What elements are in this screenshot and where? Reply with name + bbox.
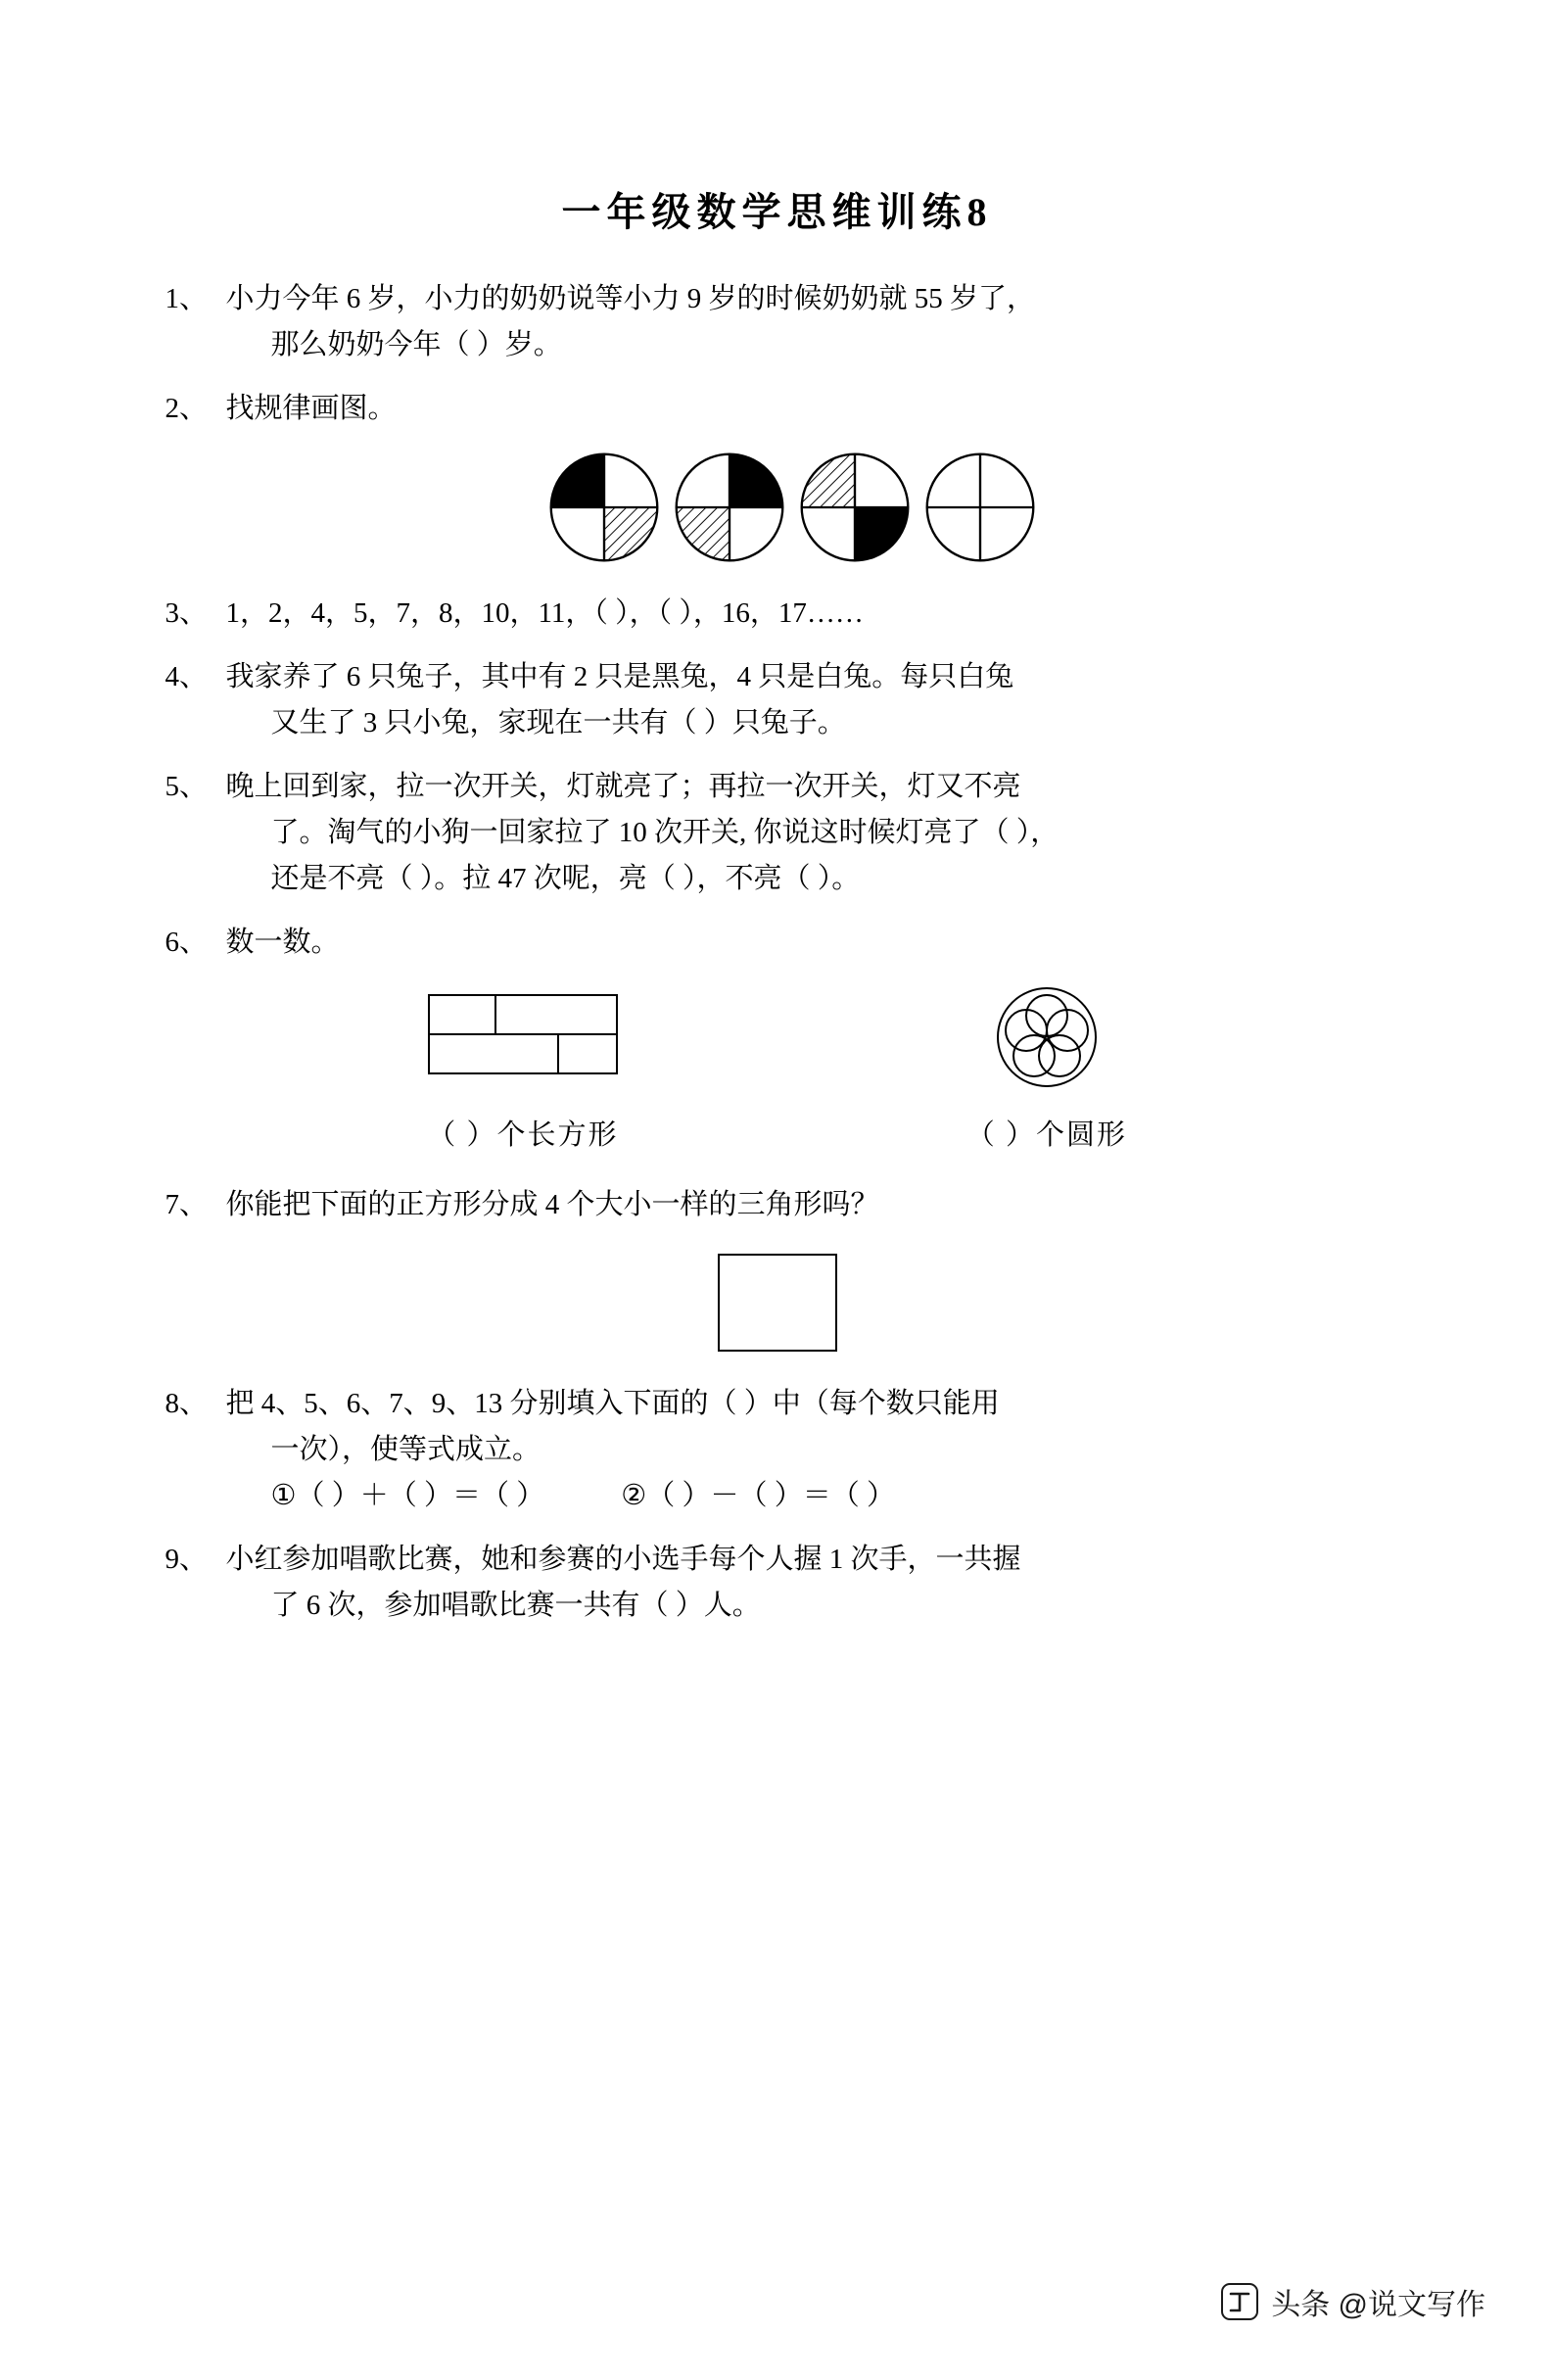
question-5-line-2: 了。淘气的小狗一回家拉了 10 次开关, 你说这时候灯亮了（ ）， [270, 816, 1060, 848]
question-5-line-3: 还是不亮（ ）。拉 47 次呢，亮（ ），不亮（ ）。 [270, 862, 861, 894]
circle-count-group [966, 983, 1127, 1153]
question-8-number: 8、 [165, 1387, 209, 1419]
question-4-line-2: 又生了 3 只小兔，家现在一共有（ ）只兔子。 [270, 706, 846, 738]
question-3-number: 3、 [165, 596, 209, 629]
question-8 [165, 1381, 1389, 1519]
worksheet-page [0, 181, 1554, 2380]
question-8-line-1: 把 4、5、6、7、9、13 分别填入下面的（ ）中（每个数只能用 [225, 1387, 1000, 1419]
question-4 [165, 654, 1389, 746]
question-3-body [226, 591, 1389, 637]
question-9-line-1: 小红参加唱歌比赛，她和参赛的小选手每个人握 1 次手，一共握 [225, 1543, 1021, 1575]
question-1-number: 1、 [165, 283, 209, 314]
square-shape-icon [718, 1254, 837, 1352]
question-5-number: 5、 [165, 770, 209, 802]
question-8-line-2: 一次），使等式成立。 [270, 1433, 542, 1465]
question-7 [165, 1182, 1389, 1228]
question-2 [165, 386, 1389, 432]
question-1-body [226, 276, 1389, 368]
question-4-number: 4、 [165, 660, 209, 692]
square-figure [165, 1254, 1389, 1352]
circle-pattern-2-icon [672, 450, 787, 565]
question-list [165, 276, 1389, 1629]
question-6 [165, 920, 1389, 966]
question-3-line-1: 1，2，4，5，7，8，10，11，（ ），（ ），16，17…… [225, 596, 864, 629]
question-1-line-2: 那么奶奶今年（ ）岁。 [270, 328, 562, 360]
watermark [1220, 2280, 1485, 2323]
question-9-number: 9、 [165, 1543, 209, 1575]
question-1 [165, 276, 1389, 368]
question-5 [165, 764, 1389, 902]
question-5-line-1: 晚上回到家，拉一次开关，灯就亮了；再拉一次开关，灯又不亮 [225, 770, 1021, 802]
count-shapes-figure [165, 983, 1389, 1153]
circles-figure-icon [988, 983, 1106, 1091]
page-title: 一年级数学思维训练8 [561, 190, 993, 234]
question-9-line-2: 了 6 次，参加唱歌比赛一共有（ ）人。 [270, 1589, 761, 1621]
question-1-line-1: 小力今年 6 岁，小力的奶奶说等小力 9 岁的时候奶奶就 55 岁了， [225, 283, 1036, 314]
question-6-number: 6、 [165, 926, 209, 958]
question-9 [165, 1537, 1389, 1629]
circle-pattern-4-icon [922, 450, 1038, 565]
pattern-circles-figure [195, 450, 1389, 565]
question-4-line-1: 我家养了 6 只兔子，其中有 2 只是黑兔，4 只是白兔。每只白兔 [225, 660, 1014, 692]
equation-2: ②（ ）－（ ）＝（ ） [621, 1479, 895, 1511]
question-7-body [226, 1182, 1389, 1228]
circle-pattern-1-icon [546, 450, 662, 565]
question-2-line-1: 找规律画图。 [225, 392, 397, 424]
question-9-body [226, 1537, 1389, 1629]
question-3 [165, 591, 1389, 637]
rectangles-figure-icon [427, 993, 619, 1091]
watermark-text: 头条 @说文写作 [1271, 2289, 1485, 2321]
toutiao-logo-icon [1220, 2282, 1259, 2321]
equation-1: ①（ ）＋（ ）＝（ ） [270, 1479, 545, 1511]
question-6-line-1: 数一数。 [225, 926, 340, 958]
question-2-body [226, 386, 1389, 432]
question-8-body [226, 1381, 1389, 1519]
question-7-number: 7、 [165, 1188, 209, 1220]
circle-count-label: （ ）个圆形 [965, 1119, 1128, 1151]
question-6-body [226, 920, 1389, 966]
question-5-body [226, 764, 1389, 902]
question-4-body [226, 654, 1389, 746]
rectangle-count-label: （ ）个长方形 [427, 1119, 619, 1151]
rectangle-count-group [427, 993, 619, 1153]
question-7-line-1: 你能把下面的正方形分成 4 个大小一样的三角形吗？ [225, 1188, 879, 1220]
circle-pattern-3-icon [797, 450, 913, 565]
question-8-equations [226, 1473, 1389, 1519]
question-2-number: 2、 [165, 392, 209, 424]
